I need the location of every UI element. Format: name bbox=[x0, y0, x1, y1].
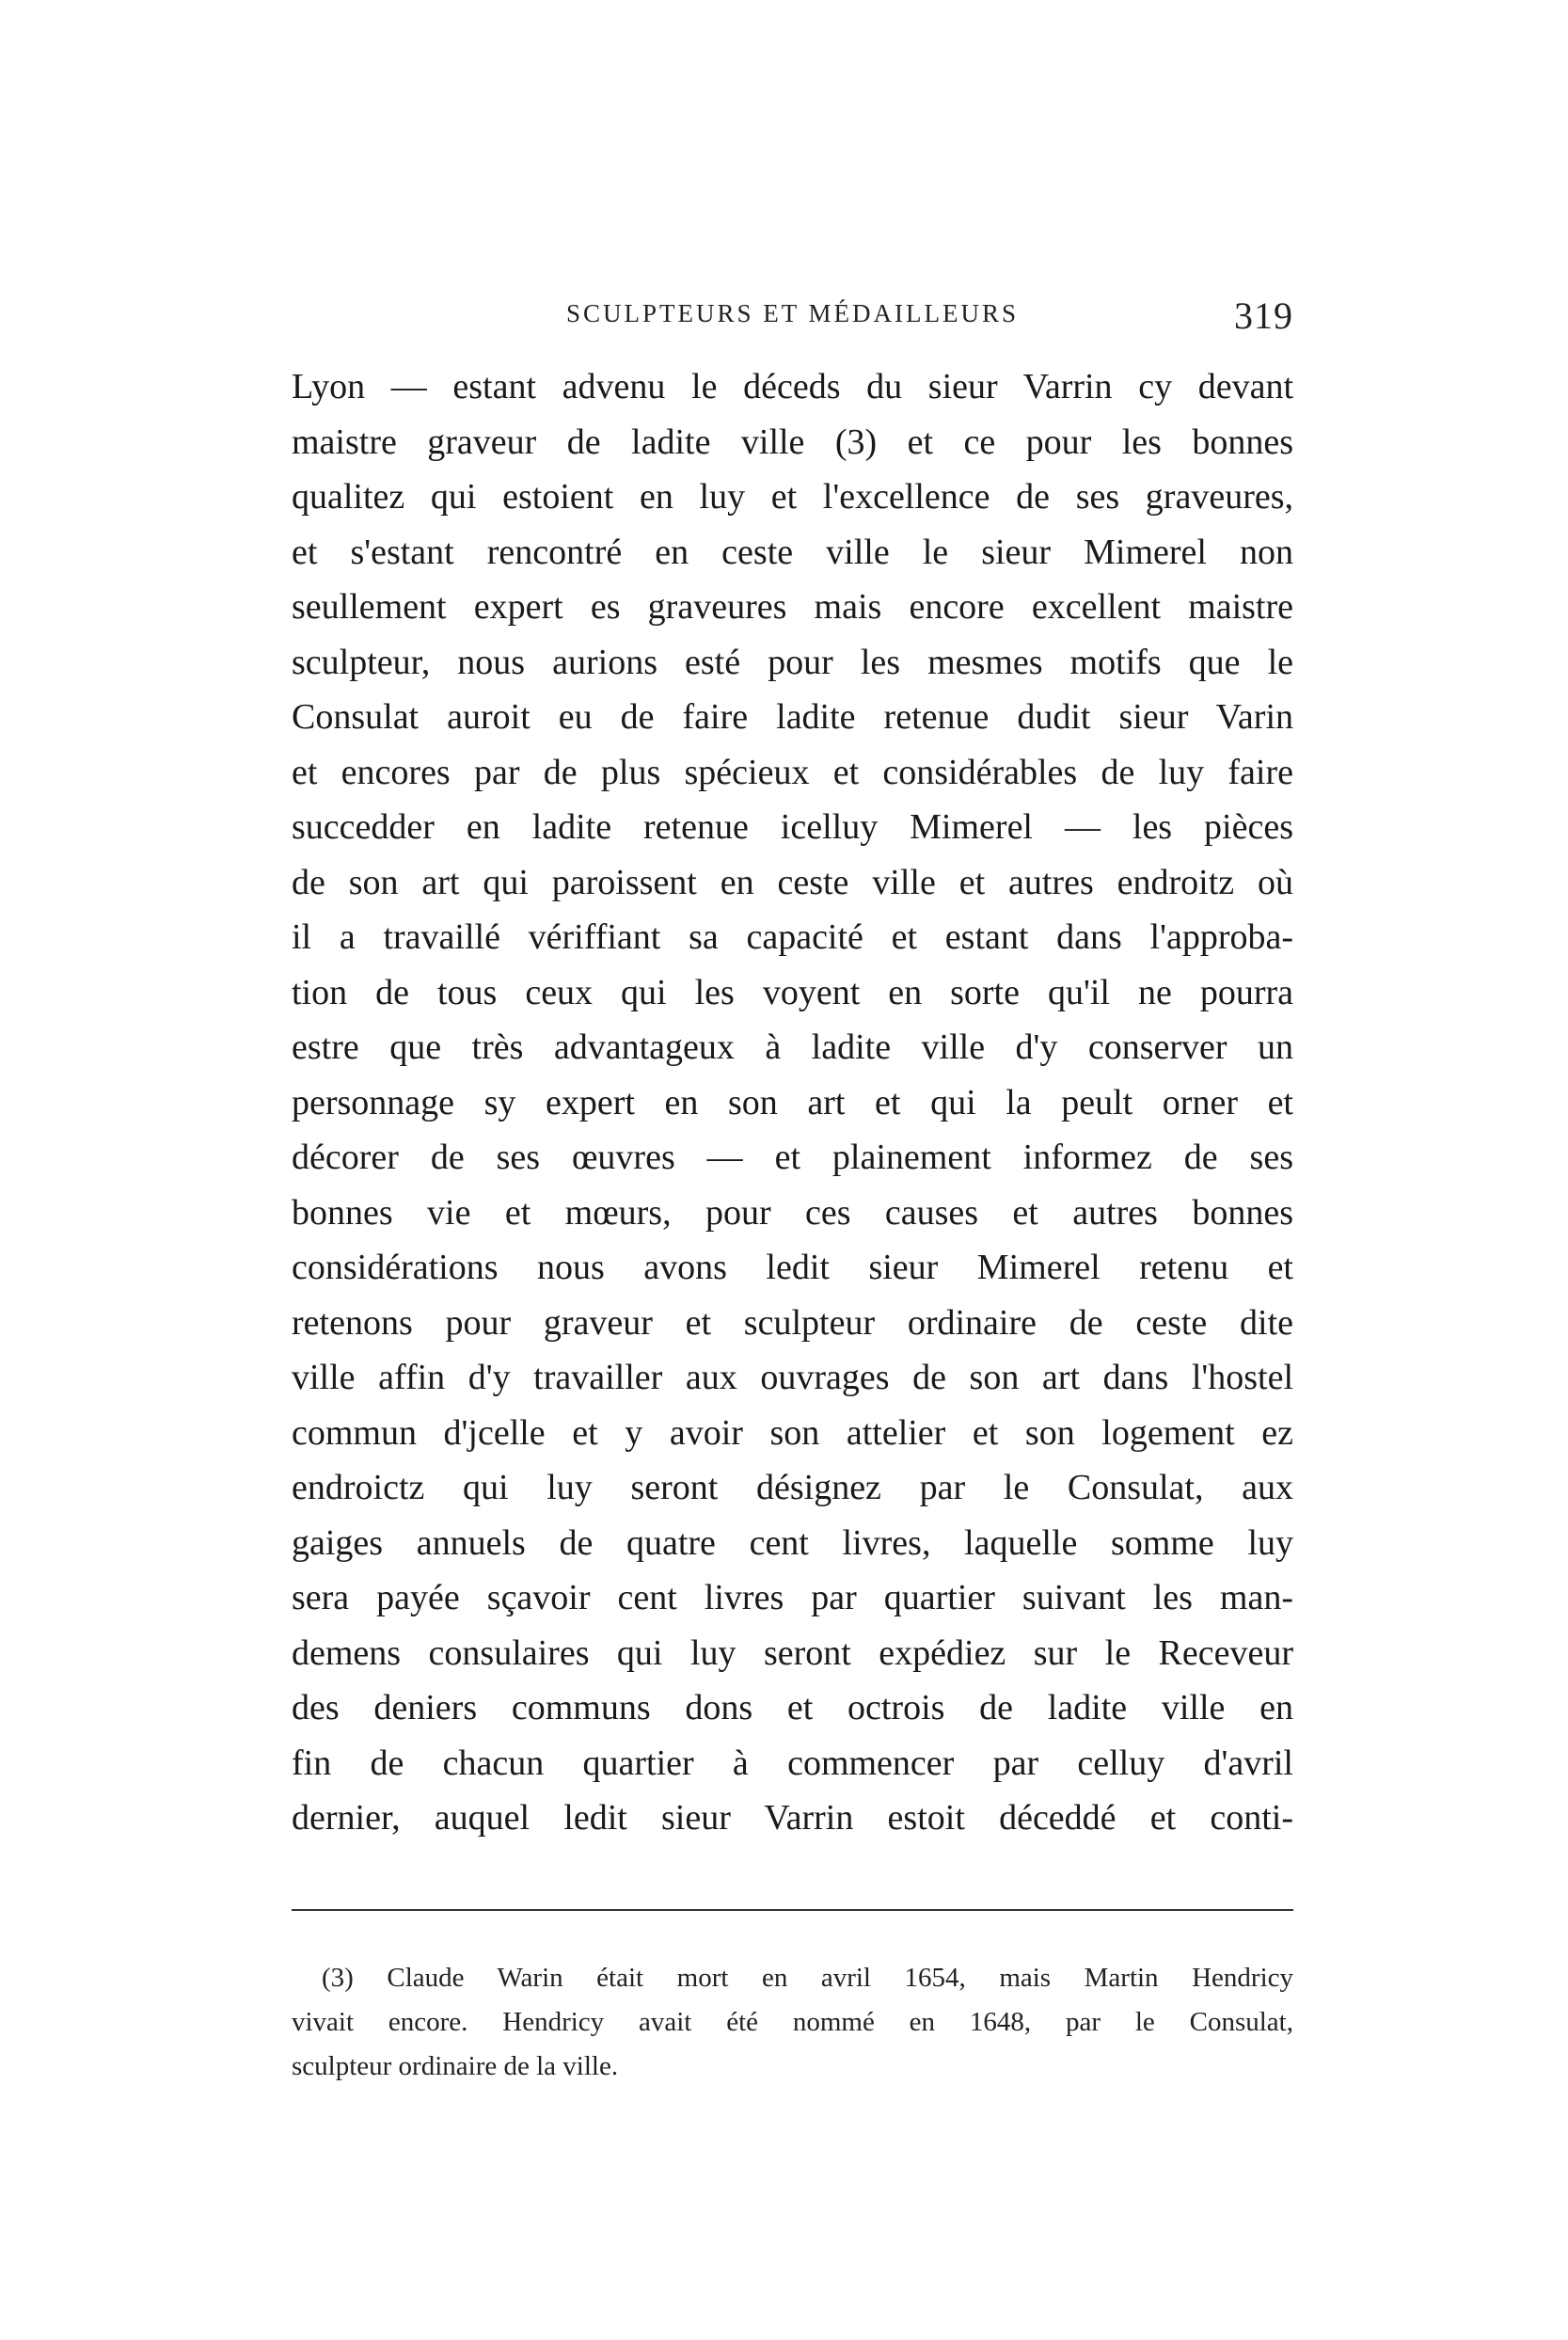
text-line: Consulat auroit eu de faire ladite retenue dudit sieur Varin bbox=[292, 697, 1293, 737]
text-line: sera payée sçavoir cent livres par quartier suivant les man- bbox=[292, 1578, 1293, 1617]
footnote-divider bbox=[292, 1909, 1293, 1911]
text-line: gaiges annuels de quatre cent livres, laquelle somme luy bbox=[292, 1522, 1293, 1563]
text-line: tion de tous ceux qui les voyent en sorte qu'il ne pourra bbox=[292, 972, 1293, 1012]
page-number: 319 bbox=[1234, 294, 1293, 337]
running-title: SCULPTEURS ET MÉDAILLEURS bbox=[565, 299, 1020, 327]
text-line: endroictz qui luy seront désignez par le Consulat, aux bbox=[292, 1468, 1293, 1507]
text-line: considérations nous avons ledit sieur Mimerel retenu et bbox=[292, 1248, 1293, 1287]
text-line: décorer de ses œuvres — et plainement informez de ses bbox=[292, 1138, 1293, 1177]
text-line: et s'estant rencontré en ceste ville le sieur Mimerel non bbox=[292, 532, 1293, 572]
text-line: des deniers communs dons et octrois de ladite ville en bbox=[292, 1688, 1293, 1727]
text-line: personnage sy expert en son art et qui la peult orner et bbox=[292, 1082, 1293, 1122]
text-line: commun d'jcelle et y avoir son attelier et son logement ez bbox=[292, 1412, 1293, 1453]
text-line: maistre graveur de ladite ville (3) et ce pour les bonnes bbox=[292, 422, 1293, 462]
text-line: ville affin d'y travailler aux ouvrages de son art dans l'hostel bbox=[292, 1358, 1293, 1397]
footnotes bbox=[292, 1956, 1293, 2089]
footnote-line: vivait encore. Hendricy avait été nommé en 1648, par le Consulat, bbox=[292, 2007, 1293, 2037]
text-line: dernier, auquel ledit sieur Varrin estoit déceddé et conti- bbox=[292, 1798, 1293, 1838]
text-line: succedder en ladite retenue icelluy Mimerel — les pièces bbox=[292, 807, 1293, 847]
text-line: retenons pour graveur et sculpteur ordinaire de ceste dite bbox=[292, 1302, 1293, 1343]
text-line: qualitez qui estoient en luy et l'excellence de ses graveures, bbox=[292, 477, 1293, 517]
text-line: estre que très advantageux à ladite ville d'y conserver un bbox=[292, 1027, 1293, 1067]
text-line: fin de chacun quartier à commencer par celluy d'avril bbox=[292, 1743, 1293, 1783]
text-line: bonnes vie et mœurs, pour ces causes et autres bonnes bbox=[292, 1192, 1293, 1233]
footnote-line: sculpteur ordinaire de la ville. bbox=[292, 2051, 619, 2081]
footnote-line: (3) Claude Warin était mort en avril 1654, mais Martin Hendricy bbox=[322, 1963, 1293, 1993]
text-line: et encores par de plus spécieux et considérables de luy faire bbox=[292, 752, 1293, 792]
text-line: Lyon — estant advenu le déceds du sieur Varrin cy devant bbox=[292, 367, 1293, 406]
text-line: seullement expert es graveures mais encore excellent maistre bbox=[292, 587, 1293, 627]
text-line: sculpteur, nous aurions esté pour les mesmes motifs que le bbox=[292, 642, 1293, 682]
running-header bbox=[292, 294, 1293, 341]
text-line: demens consulaires qui luy seront expédiez sur le Receveur bbox=[292, 1632, 1293, 1673]
text-line: il a travaillé vériffiant sa capacité et estant dans l'approba- bbox=[292, 917, 1293, 957]
text-line: de son art qui paroissent en ceste ville et autres endroitz où bbox=[292, 862, 1293, 902]
body-text bbox=[292, 359, 1293, 1846]
